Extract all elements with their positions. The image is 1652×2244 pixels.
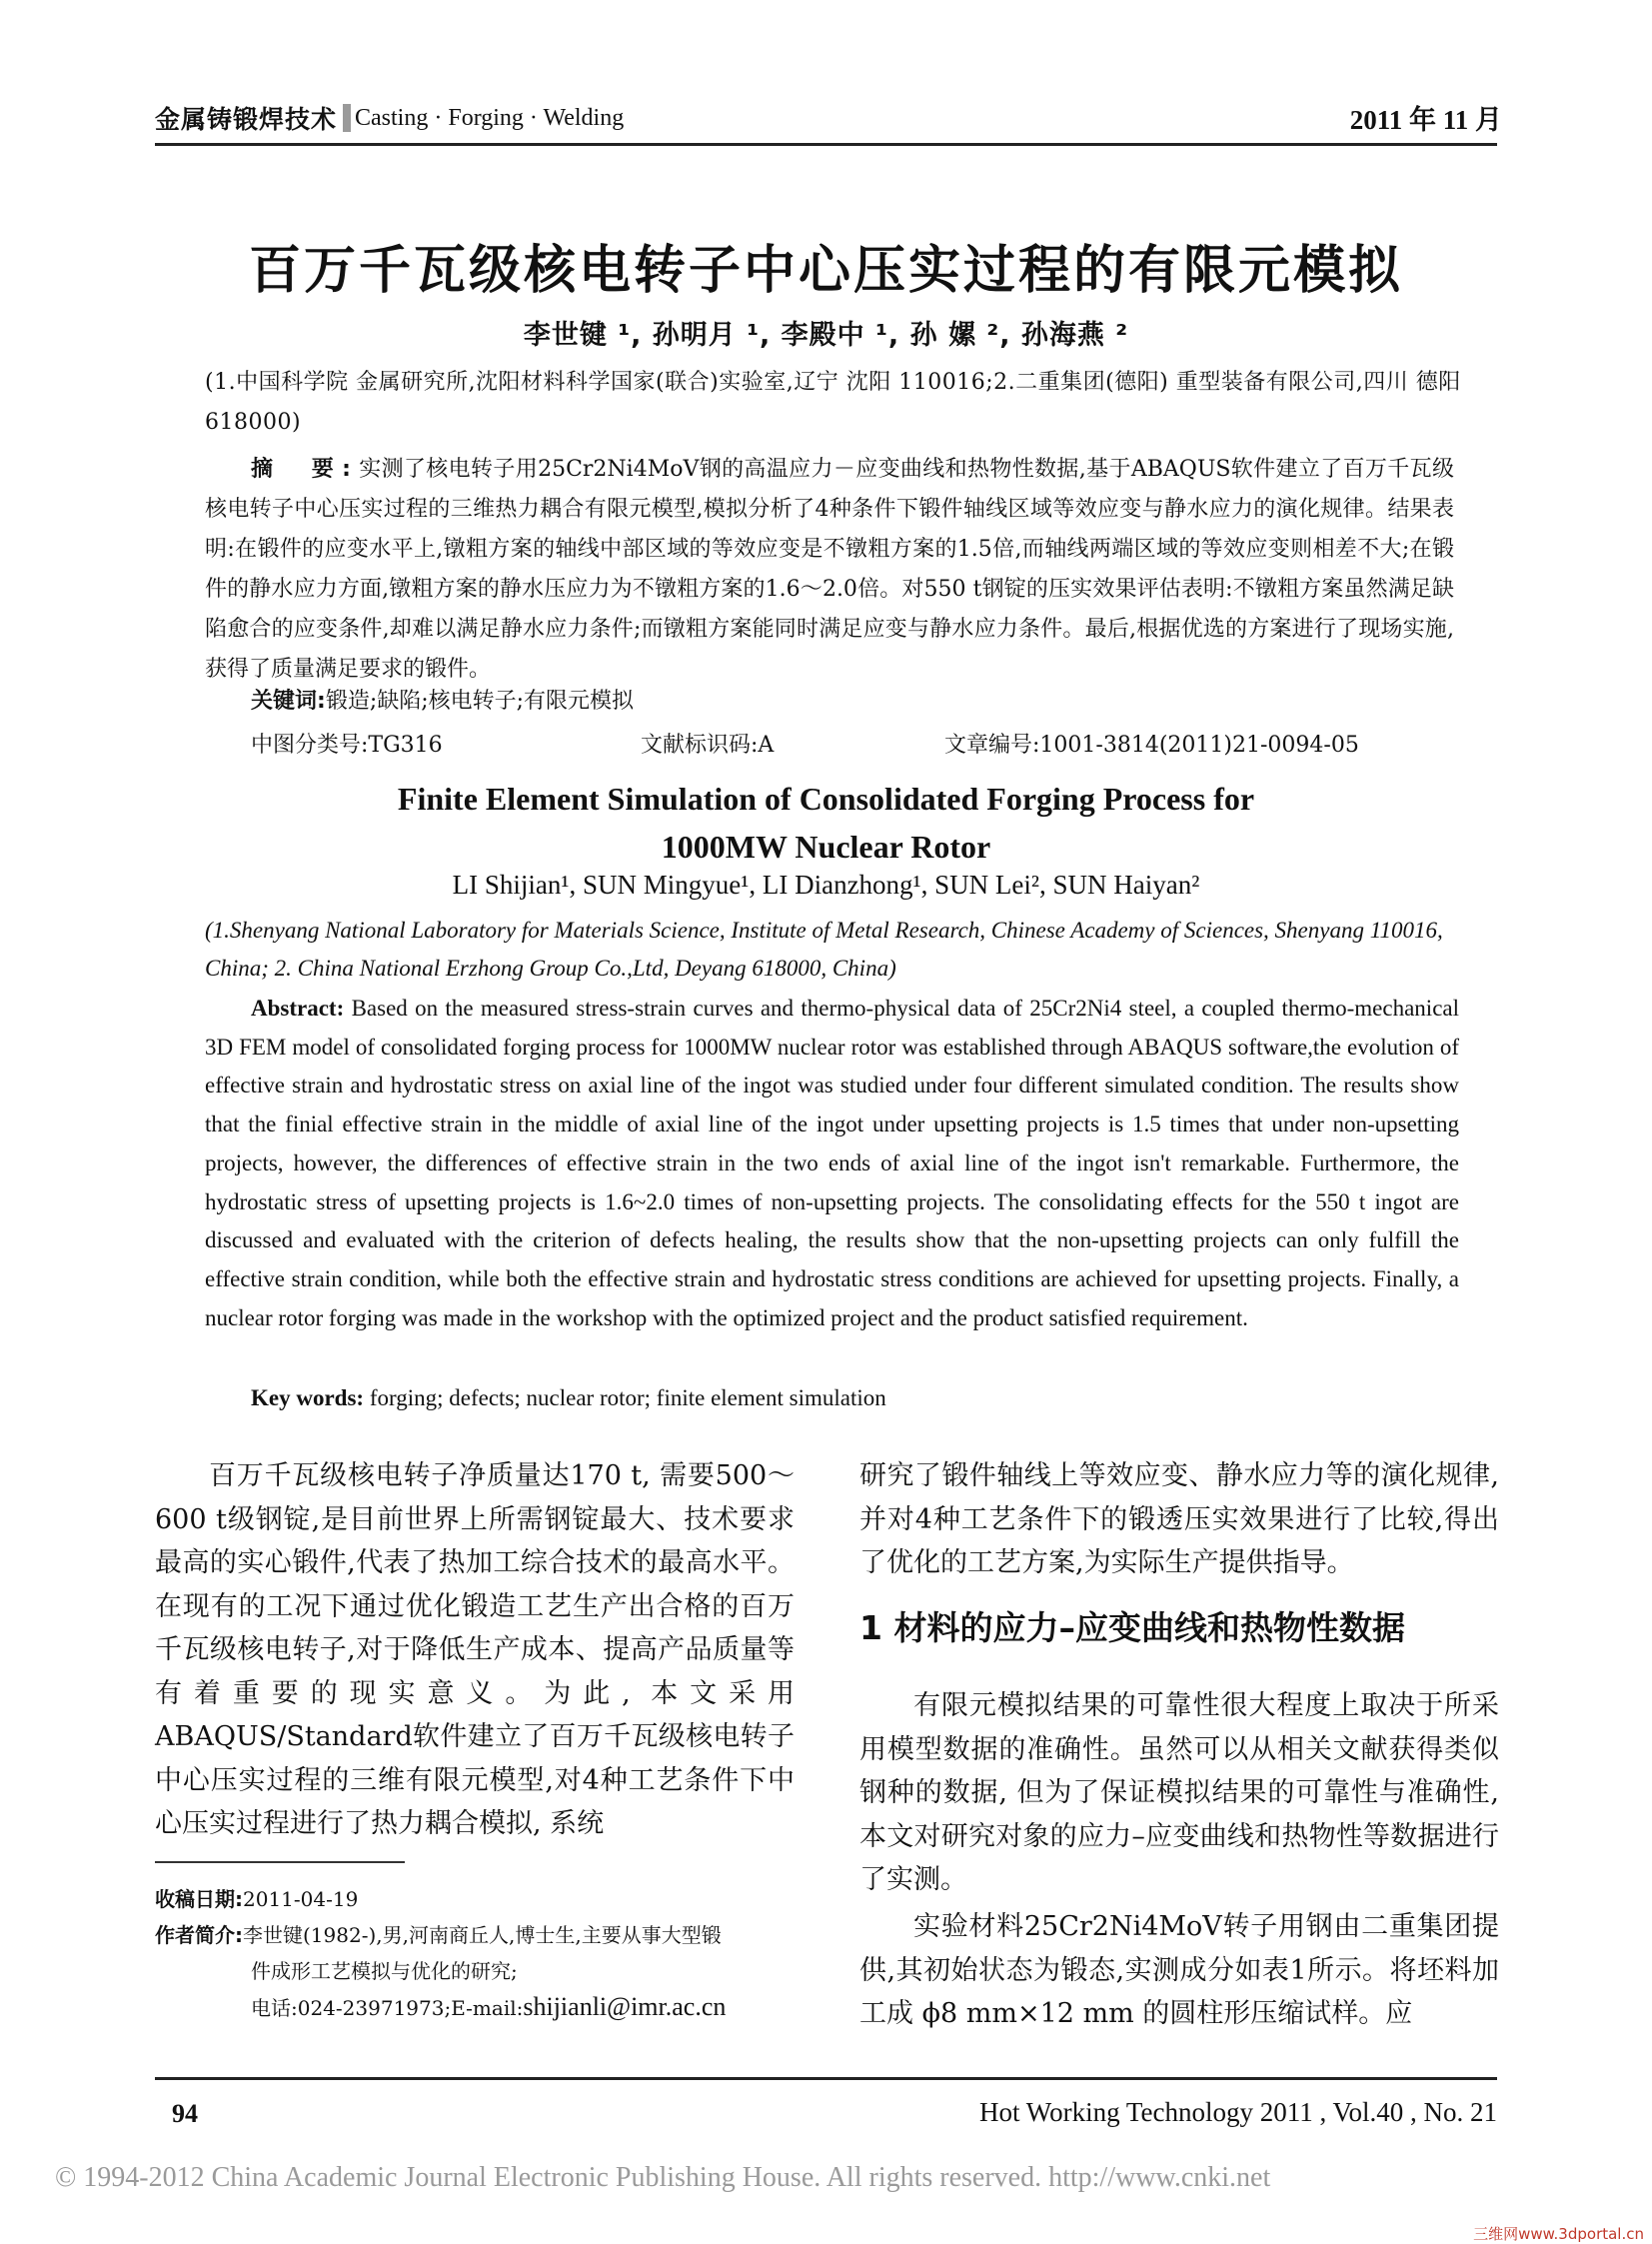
affiliation-cn: (1.中国科学院 金属研究所,沈阳材料科学国家(联合)实验室,辽宁 沈阳 110016;2.二重集团(德阳) 重型装备有限公司,四川 德阳 618000) — [205, 370, 1461, 435]
keywords-en-text: forging; defects; nuclear rotor; finite element simulation — [369, 1385, 886, 1410]
abstract-en-label: Abstract: — [251, 996, 345, 1021]
keywords-cn-label: 关键词: — [251, 689, 326, 714]
footnote-rule — [155, 1861, 405, 1863]
authors-cn: 李世键 ¹, 孙明月 ¹, 李殿中 ¹, 孙 嫘 ², 孙海燕 ² — [523, 320, 1129, 351]
journal-name-cn: 金属铸锻焊技术 — [155, 105, 338, 134]
article-number: 文章编号:1001-3814(2011)21-0094-05 — [944, 733, 1359, 758]
section-1-paragraph-2: 实验材料25Cr2Ni4MoV转子用钢由二重集团提供,其初始状态为锻态,实测成分如表1所示。将坯料加工成 ϕ8 mm×12 mm 的圆柱形压缩试样。应 — [859, 1911, 1499, 2029]
footer-rule — [155, 2077, 1497, 2080]
keywords-cn — [205, 682, 1454, 722]
contact-phone: 电话:024-23971973;E-mail: — [251, 1996, 524, 2020]
affiliation-en: (1.Shenyang National Laboratory for Materials Science, Institute of Metal Research, Chinese Academy of Sciences, Shenyang 110016, China; 2. China National Erzhong Group Co.,Ltd, Deyang 618000, China) — [205, 918, 1443, 981]
author-bio-text: 李世键(1982-),男,河南商丘人,博士生,主要从事大型锻 — [243, 1923, 722, 1947]
abstract-en-text: Based on the measured stress-strain curves and thermo-physical data of 25Cr2Ni4 steel, a coupled thermo-mechanical 3D FEM model of consolidated forging process for 1000MW nuclear rotor was established through ABAQUS software,the evolution of effective strain and hydrostatic stress on axial line of the ingot was studied under four different simulated condition. The results show that the finial effective strain in the middle of axial line of the ingot under upsetting projects is 1.5 times that under non-upsetting projects, however, the differences of effective strain in the two ends of axial line of the ingot isn't remarkable. Furthermore, the hydrostatic stress of upsetting projects is 1.6~2.0 times of non-upsetting projects. The consolidating effects for the 550 t ingot are discussed and evaluated with the criterion of defects healing, the results show that the non-upsetting projects can only fulfill the effective strain condition, while both the effective strain and hydrostatic stress conditions are achieved for upsetting projects. Finally, a nuclear rotor forging was made in the workshop with the optimized project and the product satisfied requirement. — [205, 996, 1460, 1330]
copyright-notice: © 1994-2012 China Academic Journal Electronic Publishing House. All rights reserved. http://www.cnki.net — [55, 2162, 1271, 2193]
header-rule — [155, 143, 1497, 146]
received-date — [155, 1881, 800, 1917]
title-en-line1: Finite Element Simulation of Consolidated Forging Process for — [397, 781, 1255, 817]
journal-name-en: Casting · Forging · Welding — [355, 104, 625, 131]
watermark: 三维网www.3dportal.cn — [1473, 2225, 1644, 2243]
author-bio-label: 作者简介: — [155, 1923, 243, 1947]
title-en-line2: 1000MW Nuclear Rotor — [661, 829, 991, 865]
document-code: 文献标识码:A — [641, 733, 775, 758]
abstract-cn-label: 摘 要: — [251, 457, 359, 482]
page-title-cn: 百万千瓦级核电转子中心压实过程的有限元模拟 — [248, 241, 1403, 301]
abstract-en — [205, 990, 1459, 1337]
authors-en: LI Shijian¹, SUN Mingyue¹, LI Dianzhong¹, SUN Lei², SUN Haiyan² — [452, 870, 1200, 900]
contact-line — [155, 1989, 800, 2026]
contact-email[interactable]: shijianli@imr.ac.cn — [523, 1992, 727, 2021]
abstract-cn — [205, 450, 1454, 690]
body-intro-right: 研究了锻件轴线上等效应变、静水应力等的演化规律, 并对4种工艺条件下的锻透压实效果进行了比较,得出了优化的工艺方案,为实际生产提供指导。 — [859, 1460, 1499, 1578]
clc-number: 中图分类号:TG316 — [251, 733, 443, 758]
footer-journal-info: Hot Working Technology 2011 , Vol.40 , No. 21 — [979, 2097, 1497, 2127]
received-value: 2011-04-19 — [243, 1887, 359, 1911]
keywords-cn-text: 锻造;缺陷;核电转子;有限元模拟 — [325, 689, 635, 714]
running-header-journal — [155, 100, 624, 136]
page-title-en — [0, 775, 1652, 871]
page-number: 94 — [172, 2099, 198, 2128]
section-1-paragraph-1: 有限元模拟结果的可靠性很大程度上取决于所采用模型数据的准确性。虽然可以从相关文献获得类似钢种的数据, 但为了保证模拟结果的可靠性与准确性, 本文对研究对象的应力–应变曲线和热物性等数据进行了实测。 — [859, 1690, 1499, 1895]
header-separator — [343, 104, 351, 132]
keywords-en-label: Key words: — [251, 1385, 365, 1410]
section-1-heading: 1 材料的应力–应变曲线和热物性数据 — [859, 1608, 1405, 1647]
body-intro-left: 百万千瓦级核电转子净质量达170 t, 需要500～600 t级钢锭,是目前世界上所需钢锭最大、技术要求最高的实心锻件,代表了热加工综合技术的最高水平。在现有的工况下通过优化锻造工艺生产出合格的百万千瓦级核电转子,对于降低生产成本、提高产品质量等有着重要的现实意义。为此, 本文采用ABAQUS/Standard软件建立了百万千瓦级核电转子中心压实过程的三维有限元模型,对4种工艺条件下中心压实过程进行了热力耦合模拟, 系统 — [155, 1460, 795, 1839]
received-label: 收稿日期: — [155, 1887, 243, 1911]
author-bio — [155, 1917, 800, 1953]
keywords-en — [251, 1379, 886, 1417]
issue-date: 2011 年 11 月 — [1349, 105, 1502, 135]
author-bio-continued: 件成形工艺模拟与优化的研究; — [251, 1959, 518, 1983]
footnote — [155, 1881, 800, 2026]
abstract-cn-text: 实测了核电转子用25Cr2Ni4MoV钢的高温应力－应变曲线和热物性数据,基于ABAQUS软件建立了百万千瓦级核电转子中心压实过程的三维热力耦合有限元模型,模拟分析了4种条件下锻件轴线区域等效应变与静水应力的演化规律。结果表明:在锻件的应变水平上,镦粗方案的轴线中部区域的等效应变是不镦粗方案的1.5倍,而轴线两端区域的等效应变则相差不大;在锻件的静水应力方面,镦粗方案的静水压应力为不镦粗方案的1.6～2.0倍。对550 t钢锭的压实效果评估表明:不镦粗方案虽然满足缺陷愈合的应变条件,却难以满足静水应力条件;而镦粗方案能同时满足应变与静水应力条件。最后,根据优选的方案进行了现场实施,获得了质量满足要求的锻件。 — [205, 457, 1454, 682]
